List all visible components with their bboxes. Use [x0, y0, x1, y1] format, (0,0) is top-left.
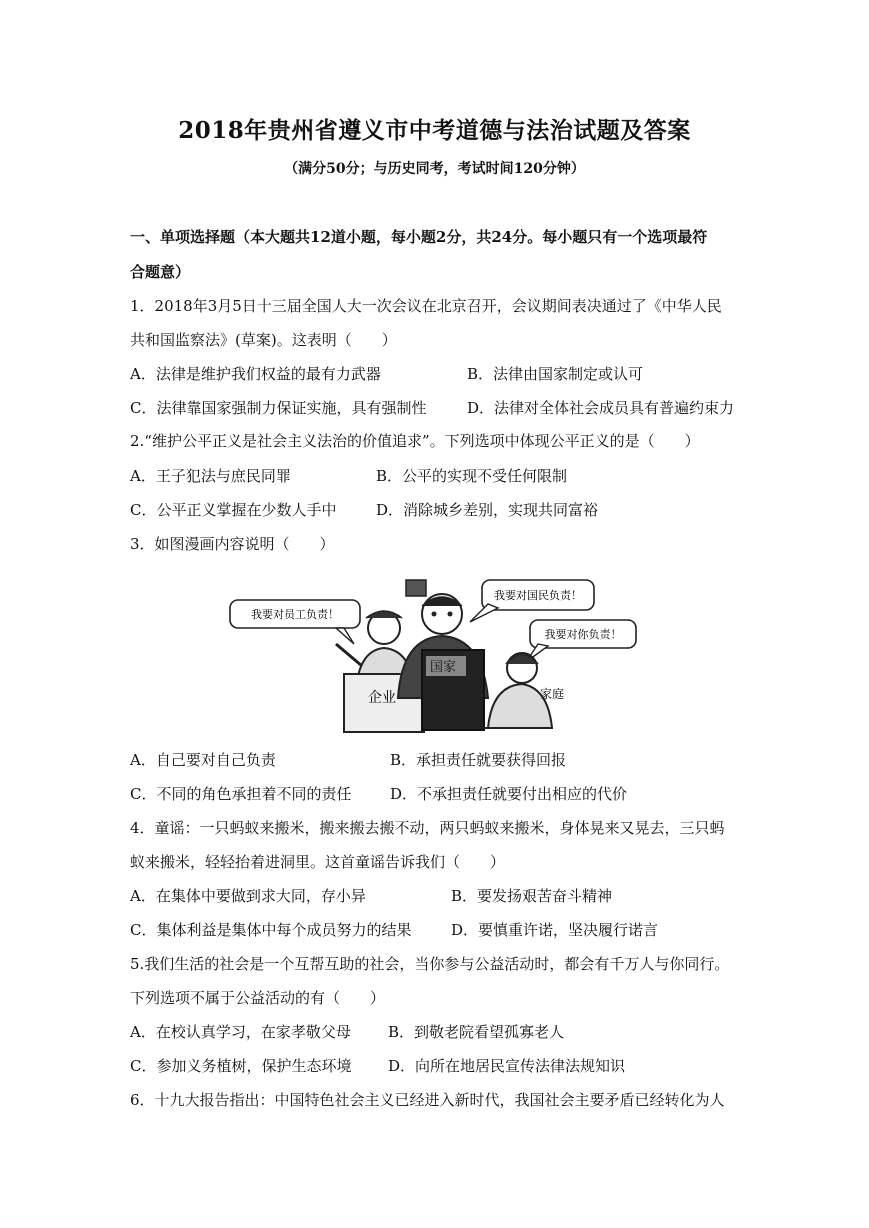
q3-stem-line1: 3．如图漫画内容说明（ ） [130, 535, 335, 553]
bubble-right-text: 我要对你负责！ [544, 628, 622, 641]
q1-stem-line2: 共和国监察法》(草案)。这表明（ ） [130, 331, 397, 349]
bubble-left-text: 我要对员工负责！ [251, 608, 339, 621]
enterprise-label: 企业 [368, 690, 396, 706]
q1-stem-line1: 1．2018年3月5日十三届全国人大一次会议在北京召开，会议期间表决通过了《中华人民 [130, 297, 722, 315]
page-title: 2018年贵州省遵义市中考道德与法治试题及答案 [178, 117, 691, 144]
q5-option-a: A．在校认真学习，在家孝敬父母 [130, 1023, 351, 1041]
q2-option-d: D．消除城乡差别，实现共同富裕 [376, 501, 599, 519]
bubble-top-text: 我要对国民负责！ [494, 589, 582, 602]
q3-option-d: D．不承担责任就要付出相应的代价 [390, 785, 628, 803]
q3-option-c: C．不同的角色承担着不同的责任 [130, 785, 352, 803]
q2-option-b: B．公平的实现不受任何限制 [376, 467, 568, 485]
q4-option-d: D．要慎重许诺，坚决履行诺言 [451, 921, 659, 939]
q1-option-c: C．法律靠国家强制力保证实施，具有强制性 [130, 399, 427, 417]
q5-option-d: D．向所在地居民宣传法律法规知识 [388, 1057, 626, 1075]
q3-option-a: A．自己要对自己负责 [130, 751, 276, 769]
q4-stem-line2: 蚁来搬米，轻轻抬着进洞里。这首童谣告诉我们（ ） [130, 853, 506, 871]
bubble-left-tail [336, 628, 354, 644]
section-heading-line2: 合题意） [130, 263, 191, 281]
page-subtitle: （满分50分；与历史同考，考试时间120分钟） [284, 161, 585, 177]
q5-option-b: B．到敬老院看望孤寡老人 [388, 1023, 565, 1041]
q1-option-a: A．法律是维护我们权益的最有力武器 [130, 365, 381, 383]
family-label: 家庭 [540, 687, 565, 701]
q4-stem-line1: 4．童谣：一只蚂蚁来搬米，搬来搬去搬不动，两只蚂蚁来搬米，身体晃来又晃去，三只蚂 [130, 819, 725, 837]
q5-option-c: C．参加义务植树，保护生态环境 [130, 1057, 352, 1075]
q2-option-a: A．王子犯法与庶民同罪 [130, 467, 291, 485]
section-heading-line1: 一、单项选择题（本大题共12道小题，每小题2分，共24分。每小题只有一个选项最符 [130, 228, 708, 246]
country-label: 国家 [430, 660, 457, 675]
q5-stem-line1: 5.我们生活的社会是一个互帮互助的社会，当你参与公益活动时，都会有千万人与你同行。 [130, 955, 730, 973]
responsibility-cartoon [226, 578, 646, 736]
q6-stem-line1: 6．十九大报告指出：中国特色社会主义已经进入新时代，我国社会主要矛盾已经转化为人 [130, 1091, 725, 1109]
q1-option-d: D．法律对全体社会成员具有普遍约束力 [467, 399, 735, 417]
q4-option-a: A．在集体中要做到求大同，存小异 [130, 887, 366, 905]
q4-option-b: B．要发扬艰苦奋斗精神 [451, 887, 613, 905]
q2-stem-line1: 2.“维护公平正义是社会主义法治的价值追求”。下列选项中体现公平正义的是（ ） [130, 432, 700, 450]
q4-option-c: C．集体利益是集体中每个成员努力的结果 [130, 921, 412, 939]
q3-option-b: B．承担责任就要获得回报 [390, 751, 567, 769]
q2-option-c: C．公平正义掌握在少数人手中 [130, 501, 337, 519]
q1-option-b: B．法律由国家制定或认可 [467, 365, 644, 383]
q5-stem-line2: 下列选项不属于公益活动的有（ ） [130, 989, 386, 1007]
